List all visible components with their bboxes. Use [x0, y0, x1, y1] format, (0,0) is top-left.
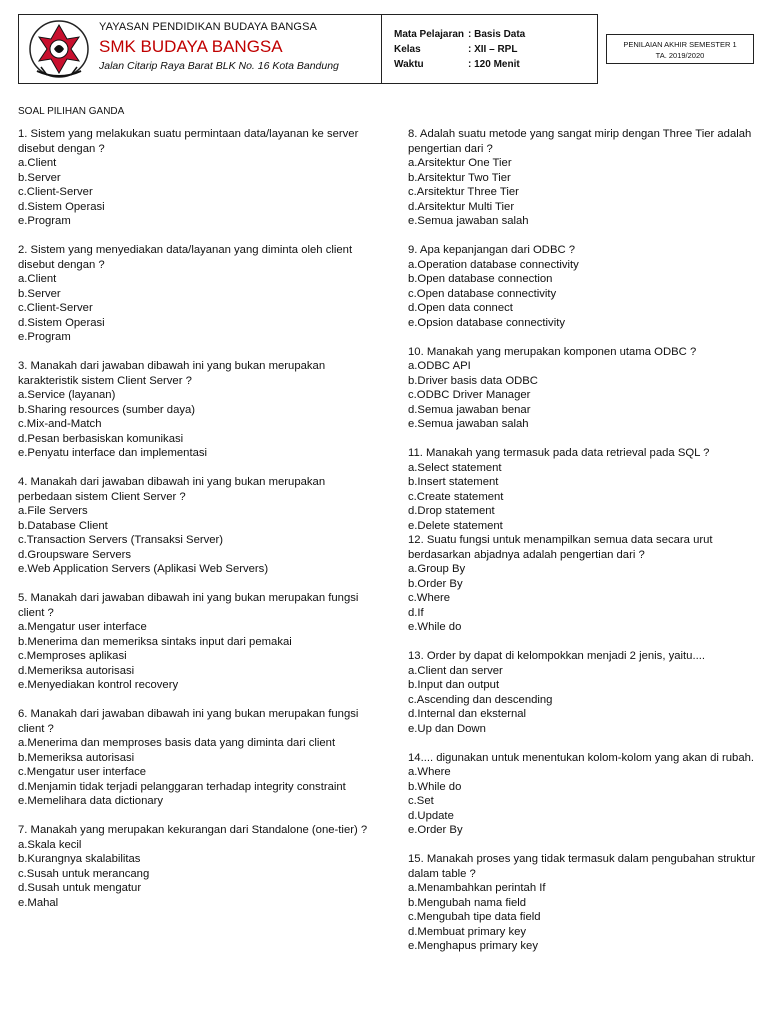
question-text: 4. Manakah dari jawaban dibawah ini yang bukan merupakan perbedaan sistem Client Server ?: [18, 476, 326, 503]
question-text: 1. Sistem yang melakukan suatu permintaan data/layanan ke server disebut dengan ?: [18, 128, 359, 155]
answer-option: d.Membuat primary key: [408, 925, 527, 938]
answer-option: b.Kurangnya skalabilitas: [18, 853, 141, 865]
answer-option: a.Menambahkan perintah If: [408, 882, 546, 894]
school-address: Jalan Citarip Raya Barat BLK No. 16 Kota Bandung: [99, 60, 339, 72]
question-block: [18, 127, 368, 229]
answer-option: a.File Servers: [18, 505, 88, 517]
assessment-title: PENILAIAN AKHIR SEMESTER 1: [623, 40, 737, 49]
answer-option: c.Client-Server: [18, 302, 93, 314]
question-block: [18, 823, 368, 910]
answer-option: b.Input dan output: [408, 679, 500, 691]
answer-option: a.Client dan server: [408, 664, 503, 677]
questions-left-column: [18, 127, 368, 925]
answer-option: c.ODBC Driver Manager: [408, 389, 531, 401]
answer-option: a.Operation database connectivity: [408, 258, 579, 271]
question-text: 2. Sistem yang menyediakan data/layanan yang diminta oleh client disebut dengan ?: [18, 244, 353, 271]
answer-option: e.Order By: [408, 824, 463, 836]
school-logo-emblem-icon: [27, 19, 91, 81]
question-block: [18, 591, 368, 693]
answer-option: e.Opsion database connectivity: [408, 316, 565, 329]
answer-option: e.Semua jawaban salah: [408, 418, 529, 430]
answer-option: e.While do: [408, 621, 462, 633]
school-header: [18, 14, 382, 84]
question-text: 7. Manakah yang merupakan kekurangan dari Standalone (one-tier) ?: [18, 824, 368, 836]
question-block: [408, 127, 758, 229]
answer-option: d.Drop statement: [408, 505, 495, 517]
answer-option: e.Memelihara data dictionary: [18, 795, 164, 807]
school-info: [99, 21, 339, 72]
answer-option: a.Mengatur user interface: [18, 621, 147, 633]
question-block: [18, 359, 368, 461]
answer-option: b.Menerima dan memeriksa sintaks input dari pemakai: [18, 635, 292, 648]
question-block: [408, 446, 758, 533]
subject-row: [394, 27, 597, 42]
section-title: SOAL PILIHAN GANDA: [18, 106, 125, 117]
answer-option: a.Select statement: [408, 461, 502, 474]
answer-option: b.Server: [18, 171, 61, 184]
question-text: 9. Apa kepanjangan dari ODBC ?: [408, 244, 576, 256]
answer-option: b.Insert statement: [408, 476, 499, 488]
answer-option: b.Open database connection: [408, 273, 553, 285]
class-value: : XII – RPL: [468, 44, 518, 55]
answer-option: a.Menerima dan memproses basis data yang diminta dari client: [18, 737, 336, 749]
answer-option: c.Mengubah tipe data field: [408, 911, 541, 923]
time-row: [394, 57, 597, 72]
answer-option: b.Driver basis data ODBC: [408, 374, 538, 387]
answer-option: a.Where: [408, 766, 451, 778]
question-text: 11. Manakah yang termasuk pada data retrieval pada SQL ?: [408, 447, 710, 459]
question-block: [408, 649, 758, 736]
time-label: Waktu: [394, 59, 424, 70]
foundation-name: YAYASAN PENDIDIKAN BUDAYA BANGSA: [99, 21, 317, 33]
time-value: : 120 Menit: [468, 59, 520, 70]
answer-option: a.Arsitektur One Tier: [408, 157, 512, 169]
subject-label: Mata Pelajaran: [394, 29, 465, 40]
question-text: 5. Manakah dari jawaban dibawah ini yang bukan merupakan fungsi client ?: [18, 592, 359, 619]
question-text: 15. Manakah proses yang tidak termasuk dalam pengubahan struktur dalam table ?: [408, 853, 756, 880]
assessment-box: [606, 34, 754, 64]
answer-option: c.Memproses aplikasi: [18, 650, 127, 662]
question-text: 6. Manakah dari jawaban dibawah ini yang bukan merupakan fungsi client ?: [18, 708, 359, 735]
answer-option: d.Arsitektur Multi Tier: [408, 200, 515, 213]
answer-option: a.Group By: [408, 563, 466, 575]
answer-option: d.Memeriksa autorisasi: [18, 664, 135, 677]
answer-option: a.Service (layanan): [18, 389, 116, 401]
answer-option: e.Menghapus primary key: [408, 940, 538, 952]
question-block: [408, 852, 758, 954]
answer-option: e.Menyediakan kontrol recovery: [18, 679, 179, 691]
class-row: [394, 42, 597, 57]
answer-option: e.Program: [18, 215, 71, 227]
answer-option: c.Mengatur user interface: [18, 766, 147, 778]
answer-option: d.Pesan berbasiskan komunikasi: [18, 432, 184, 445]
assessment-year: TA. 2019/2020: [655, 51, 705, 60]
answer-option: e.Up dan Down: [408, 722, 486, 735]
answer-option: c.Where: [408, 592, 451, 604]
answer-option: a.Skala kecil: [18, 838, 82, 851]
answer-option: b.While do: [408, 780, 462, 793]
answer-option: c.Open database connectivity: [408, 287, 557, 300]
answer-option: d.Update: [408, 809, 454, 822]
answer-option: c.Mix-and-Match: [18, 418, 102, 430]
answer-option: c.Client-Server: [18, 186, 93, 198]
class-label: Kelas: [394, 44, 421, 55]
answer-option: c.Set: [408, 795, 434, 807]
question-text: 3. Manakah dari jawaban dibawah ini yang bukan merupakan karakteristik sistem Client Server ?: [18, 360, 326, 387]
answer-option: c.Arsitektur Three Tier: [408, 186, 519, 198]
question-block: [408, 751, 758, 838]
question-text: 12. Suatu fungsi untuk menampilkan semua data secara urut berdasarkan abjadnya adalah pengertian dari ?: [408, 534, 713, 561]
answer-option: d.Susah untuk mengatur: [18, 882, 142, 894]
answer-option: b.Sharing resources (sumber daya): [18, 403, 196, 416]
question-block: [408, 533, 758, 635]
answer-option: e.Program: [18, 331, 71, 343]
subject-info-box: [382, 14, 598, 84]
answer-option: a.Client: [18, 157, 57, 169]
answer-option: b.Mengubah nama field: [408, 896, 527, 909]
answer-option: e.Penyatu interface dan implementasi: [18, 447, 208, 459]
answer-option: b.Arsitektur Two Tier: [408, 171, 511, 184]
subject-value: : Basis Data: [468, 29, 526, 40]
question-block: [18, 243, 368, 345]
answer-option: c.Ascending dan descending: [408, 693, 553, 706]
questions-right-column: [408, 127, 758, 968]
answer-option: d.Sistem Operasi: [18, 200, 105, 213]
answer-option: e.Web Application Servers (Aplikasi Web Servers): [18, 563, 269, 575]
answer-option: c.Transaction Servers (Transaksi Server): [18, 534, 224, 546]
answer-option: d.Open data connect: [408, 302, 513, 314]
question-block: [408, 243, 758, 330]
answer-option: e.Delete statement: [408, 519, 503, 532]
answer-option: b.Order By: [408, 577, 463, 590]
question-text: 14.... digunakan untuk menentukan kolom-kolom yang akan di rubah.: [408, 751, 755, 764]
question-block: [18, 475, 368, 577]
answer-option: b.Server: [18, 287, 61, 300]
answer-option: b.Memeriksa autorisasi: [18, 751, 135, 764]
answer-option: d.Groupsware Servers: [18, 548, 132, 561]
question-text: 13. Order by dapat di kelompokkan menjadi 2 jenis, yaitu....: [408, 650, 706, 662]
answer-option: d.Internal dan eksternal: [408, 708, 527, 720]
answer-option: d.Menjamin tidak terjadi pelanggaran terhadap integrity constraint: [18, 780, 346, 793]
answer-option: b.Database Client: [18, 519, 108, 532]
question-block: [408, 345, 758, 432]
question-text: 8. Adalah suatu metode yang sangat mirip dengan Three Tier adalah pengertian dari ?: [408, 128, 752, 155]
school-name: SMK BUDAYA BANGSA: [99, 37, 283, 56]
answer-option: a.ODBC API: [408, 360, 471, 372]
answer-option: c.Create statement: [408, 490, 504, 503]
question-text: 10. Manakah yang merupakan komponen utama ODBC ?: [408, 345, 697, 358]
answer-option: d.Sistem Operasi: [18, 316, 105, 329]
answer-option: e.Mahal: [18, 896, 59, 909]
answer-option: a.Client: [18, 273, 57, 285]
answer-option: e.Semua jawaban salah: [408, 215, 529, 227]
answer-option: d.If: [408, 606, 424, 619]
answer-option: d.Semua jawaban benar: [408, 403, 531, 416]
question-block: [18, 707, 368, 809]
answer-option: c.Susah untuk merancang: [18, 867, 150, 880]
